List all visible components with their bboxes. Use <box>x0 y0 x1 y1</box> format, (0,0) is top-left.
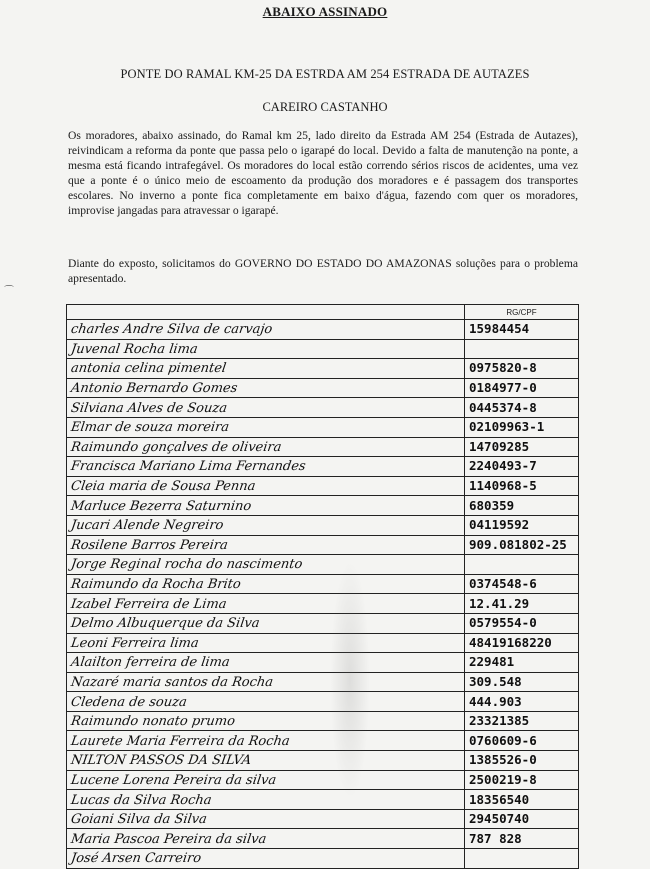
rg-cpf-cell <box>465 359 579 379</box>
table-row <box>67 594 579 614</box>
table-row <box>67 457 579 477</box>
rg-cpf-cell <box>465 457 579 477</box>
signature-cell <box>67 711 465 731</box>
rg-cpf-number: 18356540 <box>469 791 530 807</box>
table-row <box>67 437 579 457</box>
signature-name: Lucene Lorena Pereira da silva <box>69 772 278 788</box>
rg-cpf-cell <box>465 653 579 673</box>
rg-cpf-number: 1385526-0 <box>469 752 537 768</box>
rg-cpf-cell <box>465 809 579 829</box>
document-subtitle: PONTE DO RAMAL KM-25 DA ESTRDA AM 254 ESTRADA DE AUTAZES <box>120 67 530 81</box>
signature-cell <box>67 320 465 340</box>
signature-name: Elmar de souza moreira <box>69 420 231 436</box>
signature-cell <box>67 339 465 359</box>
rg-cpf-cell <box>465 398 579 418</box>
table-row <box>67 613 579 633</box>
rg-cpf-cell <box>465 320 579 340</box>
table-row <box>67 711 579 731</box>
signature-cell <box>67 809 465 829</box>
column-header-rg-cpf: RG/CPF <box>465 305 579 320</box>
rg-cpf-number: 04119592 <box>469 517 530 533</box>
rg-cpf-number: 444.903 <box>469 693 522 709</box>
rg-cpf-cell <box>465 829 579 849</box>
rg-cpf-cell <box>465 417 579 437</box>
signature-cell <box>67 731 465 751</box>
rg-cpf-number: 229481 <box>469 654 515 670</box>
signature-name: Leoni Ferreira lima <box>69 635 200 651</box>
column-header-name <box>67 305 465 320</box>
rg-cpf-cell <box>465 672 579 692</box>
table-row <box>67 535 579 555</box>
signature-name: Goiani Silva da Silva <box>69 812 208 828</box>
table-row <box>67 633 579 653</box>
table-row <box>67 555 579 575</box>
rg-cpf-cell <box>465 535 579 555</box>
rg-cpf-number: 02109963-1 <box>469 419 545 435</box>
table-row <box>67 339 579 359</box>
table-row <box>67 849 579 869</box>
signature-cell <box>67 417 465 437</box>
signature-name: Marluce Bezerra Saturnino <box>69 498 253 514</box>
signature-name: Delmo Albuquerque da Silva <box>69 616 261 632</box>
signature-name: Maria Pascoa Pereira da silva <box>69 831 268 847</box>
rg-cpf-number: 0374548-6 <box>469 576 537 592</box>
rg-cpf-cell <box>465 437 579 457</box>
table-row <box>67 653 579 673</box>
table-row <box>67 398 579 418</box>
signature-name: Cleia maria de Sousa Penna <box>69 479 257 495</box>
table-row <box>67 790 579 810</box>
request-paragraph: Os moradores, abaixo assinado, do Ramal km 25, lado direito da Estrada AM 254 (Estrada de Autazes), reivindicam a reforma da ponte que passa pelo o igarapé do local. Devido a falta de manutenção na ponte, a mesma está ficando intrafegável. Os moradores do local estão correndo sérios riscos de acidentes, uma vez que a ponte é o único meio de escoamento da produção dos moradores e é passagem dos transportes escolares. No inverno a ponte fica completamente em baixo d'água, fazendo com quer os moradores, improvise jangadas para atravessar o igarapé. <box>68 129 578 218</box>
rg-cpf-number: 0184977-0 <box>469 380 537 396</box>
signature-cell <box>67 790 465 810</box>
rg-cpf-cell <box>465 613 579 633</box>
table-row <box>67 672 579 692</box>
signature-name: Cledena de souza <box>69 694 188 710</box>
signature-cell <box>67 849 465 869</box>
rg-cpf-number: 29450740 <box>469 811 530 827</box>
rg-cpf-number: 12.41.29 <box>469 595 530 611</box>
rg-cpf-cell <box>465 711 579 731</box>
signature-cell <box>67 496 465 516</box>
rg-cpf-number: 1140968-5 <box>469 478 537 494</box>
signature-cell <box>67 692 465 712</box>
rg-cpf-number: 680359 <box>469 497 515 513</box>
signature-cell <box>67 437 465 457</box>
signature-name: Raimundo da Rocha Brito <box>69 577 242 593</box>
signature-cell <box>67 457 465 477</box>
signature-name: Laurete Maria Ferreira da Rocha <box>69 733 291 749</box>
signature-rows <box>67 320 579 869</box>
table-row <box>67 515 579 535</box>
signature-name: Antonio Bernardo Gomes <box>69 381 239 397</box>
signature-cell <box>67 751 465 771</box>
signature-name: Raimundo nonato prumo <box>69 714 236 730</box>
rg-cpf-cell <box>465 555 579 575</box>
table-row <box>67 731 579 751</box>
signature-name: Raimundo gonçalves de oliveira <box>69 439 283 455</box>
rg-cpf-number: 48419168220 <box>469 634 552 650</box>
rg-cpf-number: 2500219-8 <box>469 771 537 787</box>
rg-cpf-cell <box>465 594 579 614</box>
table-row <box>67 476 579 496</box>
signature-name: charles Andre Silva de carvajo <box>69 322 274 338</box>
rg-cpf-number: 23321385 <box>469 713 530 729</box>
document-location: CAREIRO CASTANHO <box>262 100 388 114</box>
rg-cpf-number <box>465 850 469 865</box>
table-row <box>67 829 579 849</box>
rg-cpf-number: 14709285 <box>469 438 530 454</box>
signature-cell <box>67 535 465 555</box>
signature-name: Rosilene Barros Pereira <box>69 537 229 553</box>
signature-cell <box>67 476 465 496</box>
table-row <box>67 751 579 771</box>
rg-cpf-cell <box>465 515 579 535</box>
rg-cpf-cell <box>465 790 579 810</box>
signature-name: Alailton ferreira de lima <box>69 655 231 671</box>
rg-cpf-cell <box>465 476 579 496</box>
rg-cpf-number: 0579554-0 <box>469 615 537 631</box>
signature-name: antonia celina pimentel <box>69 361 228 377</box>
signature-cell <box>67 829 465 849</box>
rg-cpf-cell <box>465 633 579 653</box>
signature-cell <box>67 594 465 614</box>
signature-cell <box>67 555 465 575</box>
signature-cell <box>67 613 465 633</box>
signature-cell <box>67 770 465 790</box>
document-title: ABAIXO ASSINADO <box>262 4 388 19</box>
rg-cpf-cell <box>465 731 579 751</box>
table-row <box>67 770 579 790</box>
signature-cell <box>67 515 465 535</box>
signature-cell <box>67 574 465 594</box>
rg-cpf-number: 909.081802-25 <box>469 536 567 552</box>
rg-cpf-number: 309.548 <box>469 673 522 689</box>
rg-cpf-number: 2240493-7 <box>469 458 537 474</box>
table-row <box>67 496 579 516</box>
signature-name: Lucas da Silva Rocha <box>69 792 213 808</box>
rg-cpf-cell <box>465 496 579 516</box>
signature-cell <box>67 633 465 653</box>
rg-cpf-cell <box>465 378 579 398</box>
table-row <box>67 359 579 379</box>
closing-paragraph: Diante do exposto, solicitamos do GOVERNO DO ESTADO DO AMAZONAS soluções para o problema apresentado. <box>68 257 578 286</box>
rg-cpf-cell <box>465 339 579 359</box>
table-row <box>67 378 579 398</box>
signature-cell <box>67 672 465 692</box>
rg-cpf-number: 787 828 <box>469 830 522 846</box>
rg-cpf-number <box>465 341 469 356</box>
signature-name: Silviana Alves de Souza <box>69 400 229 416</box>
signature-name: NILTON PASSOS DA SILVA <box>69 753 253 769</box>
signature-name: Jorge Reginal rocha do nascimento <box>69 557 304 573</box>
table-row <box>67 574 579 594</box>
signature-name: Juvenal Rocha lima <box>69 341 199 357</box>
rg-cpf-cell <box>465 574 579 594</box>
signature-name: José Arsen Carreiro <box>69 851 203 867</box>
rg-cpf-cell <box>465 692 579 712</box>
margin-mark: ⌒ <box>4 286 14 297</box>
table-row <box>67 809 579 829</box>
signature-table <box>66 304 579 869</box>
signature-name: Jucari Alende Negreiro <box>69 518 225 534</box>
signature-name: Izabel Ferreira de Lima <box>69 596 228 612</box>
table-row <box>67 417 579 437</box>
signature-cell <box>67 378 465 398</box>
rg-cpf-number <box>465 556 469 571</box>
rg-cpf-number: 0445374-8 <box>469 399 537 415</box>
table-row <box>67 320 579 340</box>
rg-cpf-number: 15984454 <box>469 321 530 337</box>
rg-cpf-cell <box>465 751 579 771</box>
table-header-row <box>67 305 579 320</box>
table-row <box>67 692 579 712</box>
signature-cell <box>67 359 465 379</box>
signature-cell <box>67 653 465 673</box>
signature-name: Nazaré maria santos da Rocha <box>69 674 275 690</box>
rg-cpf-cell <box>465 770 579 790</box>
rg-cpf-number: 0760609-6 <box>469 732 537 748</box>
rg-cpf-cell <box>465 849 579 869</box>
signature-name: Francisca Mariano Lima Fernandes <box>69 459 307 475</box>
rg-cpf-number: 0975820-8 <box>469 360 537 376</box>
signature-cell <box>67 398 465 418</box>
